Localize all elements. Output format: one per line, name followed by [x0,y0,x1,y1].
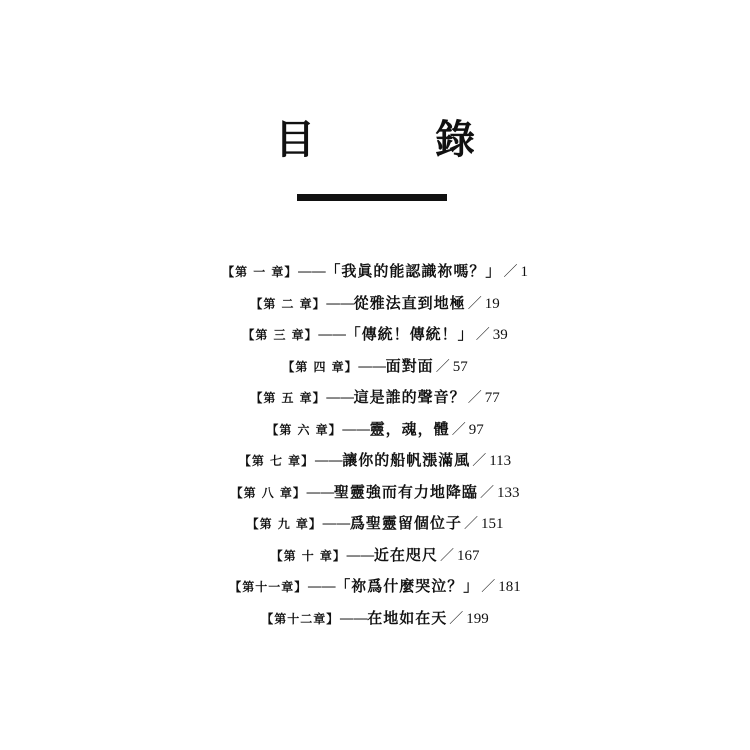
page-number: 57 [452,358,468,375]
toc-entry [0,603,750,635]
chapter-number: 【第 四 章】 [282,359,358,374]
page-number: 199 [466,610,489,627]
dash-separator: —— [357,356,386,375]
dash-separator: —— [307,577,336,595]
slash-separator: ／ [475,327,490,343]
chapter-number: 【第 一 章】 [222,265,298,279]
page-number: 151 [480,516,504,532]
chapter-number: 【第 十 章】 [270,548,346,563]
dash-separator: —— [297,262,326,280]
chapter-number: 【第 九 章】 [246,517,322,531]
toc-entry [0,351,750,383]
toc-entry [0,477,750,509]
dash-separator: —— [325,293,354,312]
chapter-title: 「我眞的能認識祢嗎？」 [325,262,502,280]
slash-separator: ／ [439,547,454,564]
toc-entry [0,414,750,446]
chapter-title: 從雅法直到地極 [353,293,466,312]
slash-separator: ／ [451,421,466,438]
dash-separator: —— [321,514,350,532]
page-number: 77 [484,390,500,406]
chapter-title: 面對面 [385,356,434,375]
page-number: 167 [456,547,480,564]
slash-separator: ／ [467,295,482,312]
dash-separator: —— [341,419,370,438]
chapter-title: 「傳統！傳統！」 [345,325,474,343]
page-number: 39 [492,327,508,343]
page-number: 181 [498,579,521,595]
chapter-title: 讓你的船帆漲滿風 [342,451,471,469]
slash-separator: ／ [472,453,487,469]
slash-separator: ／ [435,358,450,375]
toc-entry [0,319,750,351]
page-number: 113 [489,453,512,469]
page-number: 97 [468,421,484,438]
chapter-number: 【第 二 章】 [250,296,326,311]
toc-entry [0,256,750,288]
toc-entry [0,508,750,540]
page-number: 133 [496,484,520,501]
chapter-number: 【第 八 章】 [230,485,306,500]
chapter-number: 【第 三 章】 [242,328,318,342]
dash-separator: —— [314,451,343,469]
toc-entry [0,445,750,477]
dash-separator: —— [345,545,374,564]
slash-separator: ／ [449,610,464,627]
page-title: 目 錄 [275,117,515,163]
chapter-number: 【第十二章】 [261,611,340,626]
slash-separator: ／ [479,484,494,501]
toc-entry [0,288,750,320]
chapter-number: 【第 七 章】 [238,454,315,468]
chapter-title: 靈，魂，體 [369,419,450,438]
slash-separator: ／ [463,516,478,532]
chapter-title: 這是誰的聲音？ [353,388,466,406]
chapter-number: 【第 五 章】 [250,391,326,405]
chapter-title: 「祢爲什麼哭泣？」 [335,577,480,595]
page-number: 1 [520,264,528,280]
dash-separator: —— [339,608,368,627]
chapter-title: 近在咫尺 [373,545,438,564]
dash-separator: —— [305,482,334,501]
chapter-title: 聖靈強而有力地降臨 [333,482,478,501]
dash-separator: —— [317,325,346,343]
table-of-contents [0,256,750,634]
chapter-title: 爲聖靈留個位子 [349,514,462,532]
toc-entry [0,382,750,414]
slash-separator: ／ [503,264,518,280]
chapter-number: 【第 六 章】 [266,422,342,437]
toc-entry [0,571,750,603]
chapter-number: 【第十一章】 [229,580,308,594]
dash-separator: —— [325,388,354,406]
slash-separator: ／ [481,579,496,595]
toc-entry [0,540,750,572]
page-number: 19 [484,295,500,312]
slash-separator: ／ [467,390,482,406]
title-divider [297,194,447,201]
chapter-title: 在地如在天 [367,608,448,627]
